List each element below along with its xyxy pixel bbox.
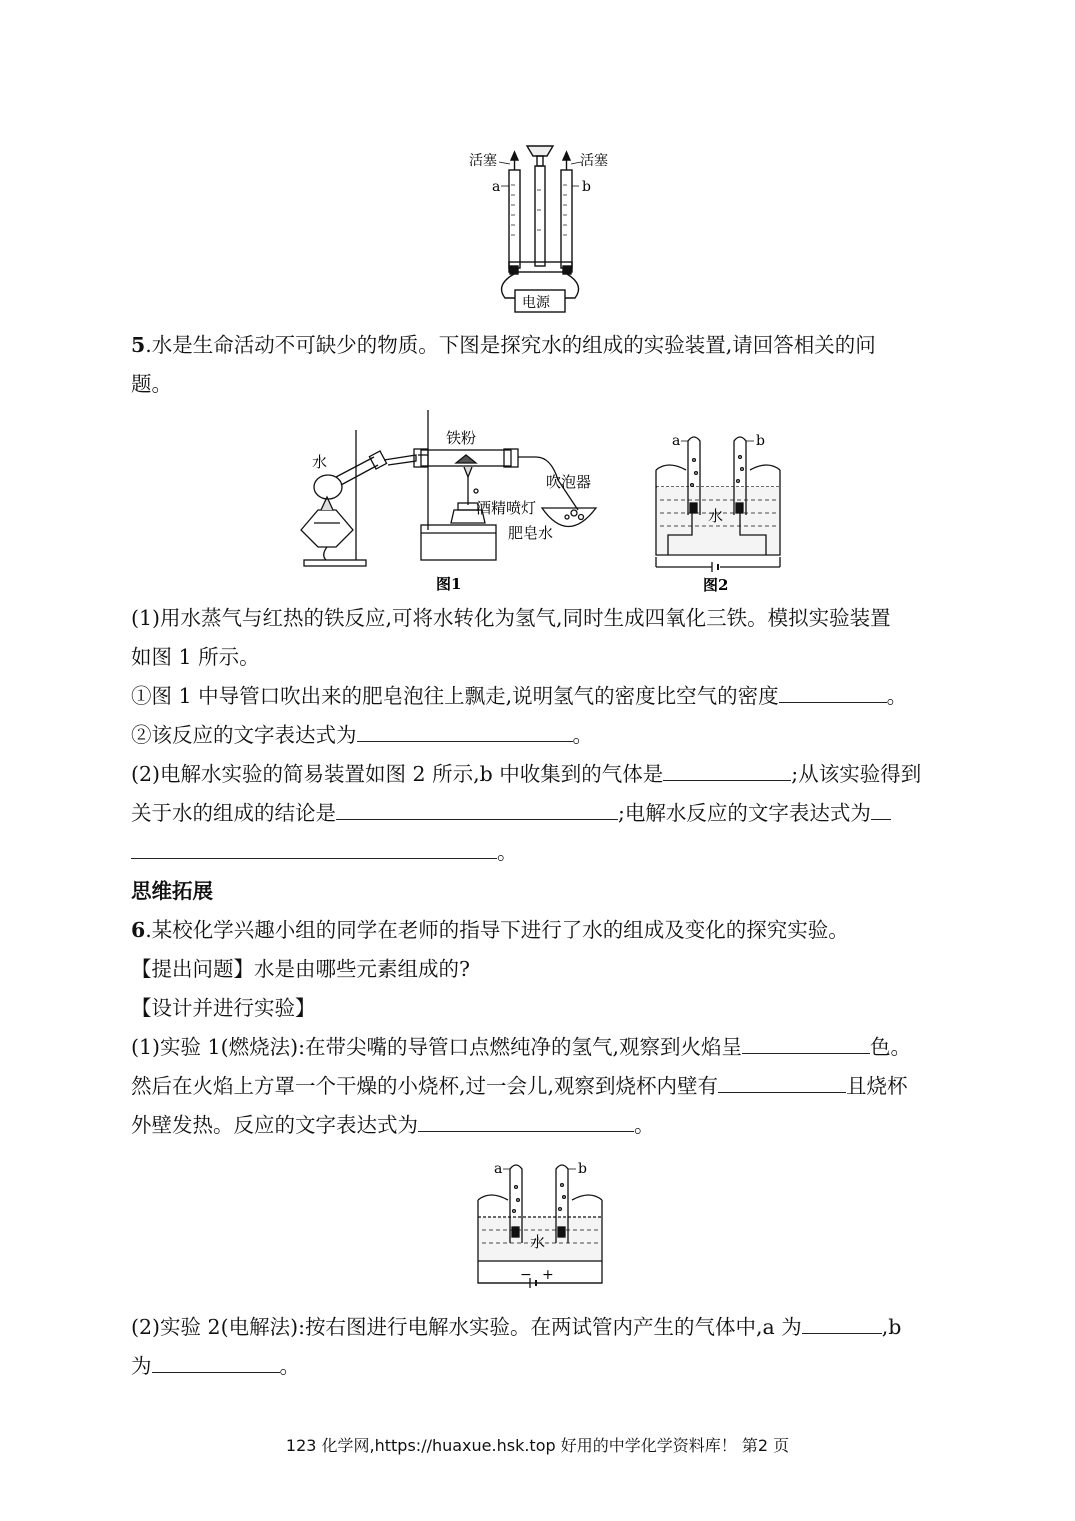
answer-blank[interactable] xyxy=(742,1035,870,1054)
q6-stem: 6.某校化学兴趣小组的同学在老师的指导下进行了水的组成及变化的探究实验。 xyxy=(131,918,849,942)
q5-number: 5 xyxy=(131,333,146,357)
q6-exp1-line2: 然后在火焰上方罩一个干燥的小烧杯,过一会儿,观察到烧杯内壁有 且烧杯 xyxy=(131,1074,908,1098)
stopcock-left-label: 活塞 xyxy=(469,153,497,169)
fig1-lamp-label: 酒精喷灯 xyxy=(476,499,537,517)
fig2-a-label: a xyxy=(672,433,681,449)
fig1-water-label: 水 xyxy=(312,453,328,471)
answer-blank[interactable] xyxy=(802,1315,882,1334)
fig1-soap-label: 肥皂水 xyxy=(508,524,554,542)
answer-blank[interactable] xyxy=(131,840,497,859)
q6-exp1-line1: (1)实验 1(燃烧法):在带尖嘴的导管口点燃纯净的氢气,观察到火焰呈 色。 xyxy=(131,1035,912,1059)
q5-stem-line1: 5.水是生命活动不可缺少的物质。下图是探究水的组成的实验装置,请回答相关的问 xyxy=(131,333,876,357)
q5-part2-line2: 关于水的组成的结论是 ;电解水反应的文字表达式为 xyxy=(131,801,891,825)
fig1-caption: 图1 xyxy=(436,575,462,593)
figure-hofmann-apparatus xyxy=(455,140,625,315)
fig1-blower-label: 吹泡器 xyxy=(546,473,592,491)
fig3-minus-label: − xyxy=(520,1267,532,1283)
q6-exp2-line2: 为 。 xyxy=(131,1354,300,1378)
answer-blank[interactable] xyxy=(718,1074,846,1093)
answer-blank[interactable] xyxy=(336,801,618,820)
answer-blank[interactable] xyxy=(357,723,573,742)
answer-blank[interactable] xyxy=(418,1113,634,1132)
fig1-iron-label: 铁粉 xyxy=(446,429,477,447)
tube-b-label: b xyxy=(582,179,591,195)
q5-stem-line2: 题。 xyxy=(131,372,172,396)
section-title: 思维拓展 xyxy=(131,879,213,903)
q5-part2-line1: (2)电解水实验的简易装置如图 2 所示,b 中收集到的气体是 ;从该实验得到 xyxy=(131,762,922,786)
fig3-water-label: 水 xyxy=(530,1233,546,1251)
answer-blank[interactable] xyxy=(152,1354,280,1373)
q5-part1-q1: ①图 1 中导管口吹出来的肥皂泡往上飘走,说明氢气的密度比空气的密度 。 xyxy=(131,684,908,708)
stopcock-right-label: 活塞 xyxy=(580,153,608,169)
q6-question: 【提出问题】水是由哪些元素组成的? xyxy=(131,957,470,981)
fig2-water-label: 水 xyxy=(708,507,724,525)
fig3-b-label: b xyxy=(578,1161,587,1177)
answer-blank[interactable] xyxy=(779,684,887,703)
q6-exp1-line3: 外壁发热。反应的文字表达式为 。 xyxy=(131,1113,655,1137)
fig3-a-label: a xyxy=(494,1161,503,1177)
q6-design-heading: 【设计并进行实验】 xyxy=(131,996,316,1020)
figure-1-iron-steam-apparatus xyxy=(296,405,606,595)
q5-part1-line2: 如图 1 所示。 xyxy=(131,645,260,669)
q5-part2-line3: 。 xyxy=(131,840,518,864)
q5-part1-q2: ②该反应的文字表达式为 。 xyxy=(131,723,593,747)
q6-exp2-line1: (2)实验 2(电解法):按右图进行电解水实验。在两试管内产生的气体中,a 为 ,b xyxy=(131,1315,902,1339)
answer-blank[interactable] xyxy=(663,762,791,781)
q6-number: 6 xyxy=(131,918,146,942)
fig3-plus-label: + xyxy=(542,1267,554,1283)
figure-3-electrolysis xyxy=(470,1155,610,1290)
figure-2-electrolysis xyxy=(648,425,788,595)
fig2-b-label: b xyxy=(756,433,765,449)
tube-a-label: a xyxy=(492,179,501,195)
answer-blank[interactable] xyxy=(871,801,891,820)
page-footer: 123 化学网,https://huaxue.hsk.top 好用的中学化学资料库！ 第2 页 xyxy=(285,1436,790,1455)
fig2-caption: 图2 xyxy=(703,576,729,594)
power-source-label: 电源 xyxy=(522,295,550,311)
q5-part1-line1: (1)用水蒸气与红热的铁反应,可将水转化为氢气,同时生成四氧化三铁。模拟实验装置 xyxy=(131,606,891,630)
